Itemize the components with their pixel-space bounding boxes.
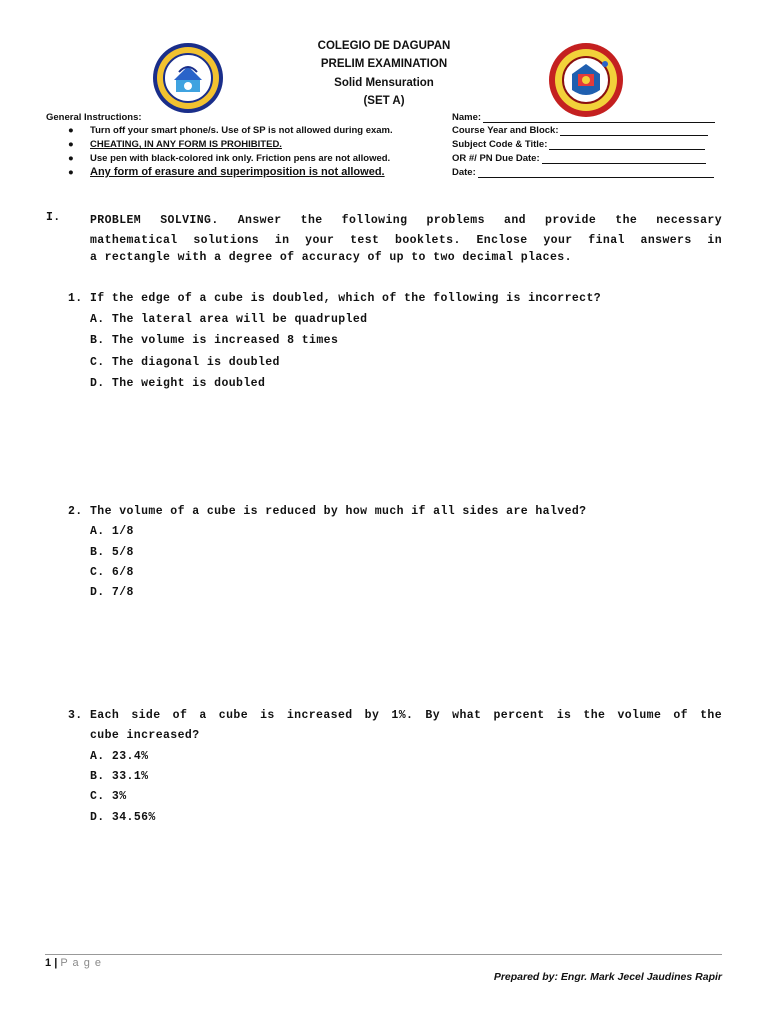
instruction-item: ● Use pen with black-colored ink only. Friction pens are not allowed. (68, 153, 391, 164)
name-field[interactable] (452, 112, 715, 123)
choice-letter: C. (90, 566, 105, 579)
page-num: 1 (45, 957, 52, 969)
choice-letter: B. (90, 770, 105, 783)
choice-text: The volume is increased 8 times (111, 334, 339, 347)
choice (90, 750, 148, 763)
choice (90, 811, 156, 824)
choice-text: The diagonal is doubled (111, 356, 280, 369)
question-text: Each side of a cube is increased by 1%. By what percent is the volume of the (90, 709, 722, 722)
choice-letter: D. (90, 811, 105, 824)
instruction-text: Use pen with black-colored ink only. Friction pens are not allowed. (90, 153, 391, 164)
choice-text: 34.56% (111, 811, 156, 824)
exam-set: (SET A) (363, 95, 405, 107)
question-number: 2. (68, 505, 83, 518)
choice (90, 313, 367, 326)
section-intro-line: PROBLEM SOLVING. Answer the following problems and provide the necessary (90, 214, 722, 227)
choice-letter: A. (90, 750, 105, 763)
question-text: The volume of a cube is reduced by how much if all sides are halved? (90, 505, 587, 518)
question-text: If the edge of a cube is doubled, which of the following is incorrect? (90, 292, 602, 305)
choice-text: 7/8 (111, 586, 134, 599)
choice-text: 23.4% (111, 750, 149, 763)
question-text-cont: cube increased? (90, 729, 200, 742)
choice-text: The weight is doubled (111, 377, 266, 390)
choice (90, 356, 280, 369)
footer-divider (45, 954, 722, 955)
choice-text: 5/8 (111, 546, 134, 559)
instruction-item: ● Any form of erasure and superimposition is not allowed. (68, 166, 385, 178)
instruction-text: Turn off your smart phone/s. Use of SP is not allowed during exam. (90, 125, 393, 136)
subject-title: Solid Mensuration (334, 77, 434, 89)
choice-letter: D. (90, 586, 105, 599)
choice (90, 546, 134, 559)
course-year-block-field[interactable] (452, 125, 708, 136)
choice (90, 770, 148, 783)
or-pn-due-date-field[interactable] (452, 153, 706, 164)
page-number (45, 957, 102, 969)
choice-letter: A. (90, 525, 105, 538)
section-intro-line: mathematical solutions in your test booklets. Enclose your final answers in (90, 234, 722, 247)
page-word: P a g e (60, 957, 102, 969)
choice (90, 566, 134, 579)
instructions-title: General Instructions: (46, 112, 142, 123)
choice (90, 377, 265, 390)
choice (90, 334, 338, 347)
field-label: Date: (452, 167, 476, 178)
choice-letter: B. (90, 334, 105, 347)
instruction-item: ● Turn off your smart phone/s. Use of SP is not allowed during exam. (68, 125, 393, 136)
date-field[interactable] (452, 167, 714, 178)
subject-code-title-field[interactable] (452, 139, 705, 150)
instruction-item: ● CHEATING, IN ANY FORM IS PROHIBITED. (68, 139, 282, 150)
choice-letter: C. (90, 790, 105, 803)
page-separator: | (54, 957, 58, 969)
question-number: 1. (68, 292, 83, 305)
choice-text: 33.1% (111, 770, 149, 783)
choice-letter: B. (90, 546, 105, 559)
instruction-text: CHEATING, IN ANY FORM IS PROHIBITED. (90, 139, 282, 150)
choice-text: 3% (111, 790, 127, 803)
field-label: OR #/ PN Due Date: (452, 153, 540, 164)
field-label: Course Year and Block: (452, 125, 559, 136)
exam-title: PRELIM EXAMINATION (320, 58, 448, 70)
choice (90, 525, 134, 538)
choice-text: The lateral area will be quadrupled (111, 313, 368, 326)
prepared-by: Prepared by: Engr. Mark Jecel Jaudines Rapir (493, 971, 722, 983)
section-intro-line: a rectangle with a degree of accuracy of up to two decimal places. (90, 251, 572, 264)
school-name: COLEGIO DE DAGUPAN (317, 40, 451, 52)
choice-letter: D. (90, 377, 105, 390)
choice (90, 586, 134, 599)
instruction-text: Any form of erasure and superimposition is not allowed. (90, 166, 385, 178)
question-number: 3. (68, 709, 83, 722)
field-label: Name: (452, 112, 482, 123)
field-label: Subject Code & Title: (452, 139, 548, 150)
choice (90, 790, 127, 803)
choice-letter: C. (90, 356, 105, 369)
choice-text: 1/8 (111, 525, 134, 538)
choice-letter: A. (90, 313, 105, 326)
choice-text: 6/8 (111, 566, 134, 579)
section-numeral: I. (46, 211, 61, 224)
